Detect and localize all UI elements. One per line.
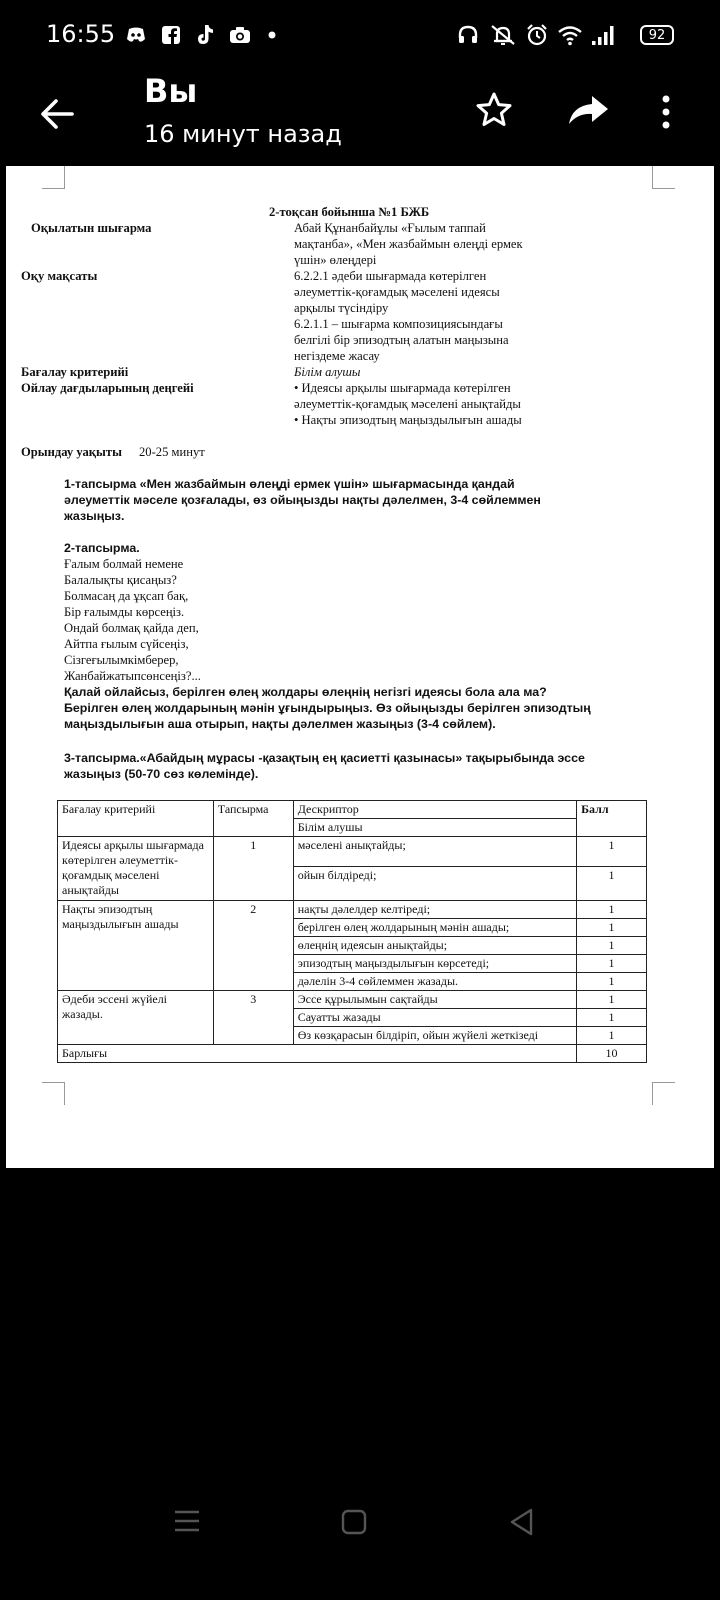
score-cell: 1 <box>577 837 647 867</box>
rubric-table <box>57 800 647 1063</box>
poem-line: Балалықты қисаңыз? <box>64 573 177 587</box>
document-page <box>6 166 714 1168</box>
poem-line: Ғалым болмай немене <box>64 557 184 571</box>
info-value-line: негіздеме жасау <box>294 349 380 363</box>
descriptor-cell: өлеңнің идеясын анықтайды; <box>293 937 576 955</box>
header-task: Тапсырма <box>213 801 293 837</box>
camera-icon <box>228 22 252 48</box>
time-label: Орындау уақыты <box>21 445 122 459</box>
info-value-line: 6.2.1.1 – шығарма композициясындағы <box>294 317 503 331</box>
info-value-line: 6.2.2.1 әдеби шығармада көтерілген <box>294 269 487 283</box>
poem-line: Айтпа ғылым сүйсеңіз, <box>64 637 189 651</box>
info-value-line: белгілі бір эпизодтың алатын маңызына <box>294 333 509 347</box>
info-label: Оқу мақсаты <box>21 269 98 283</box>
score-cell: 1 <box>577 937 647 955</box>
page-corner-mark <box>652 1082 675 1105</box>
task1-line: әлеуметтік мәселе қозғалады, өз ойыңызды нақты дәлелмен, 3-4 сөйлеммен <box>64 493 541 507</box>
descriptor-cell: эпизодтың маңыздылығын көрсетеді; <box>293 955 576 973</box>
score-cell: 1 <box>577 991 647 1009</box>
info-value-line: әлеуметтік-қоғамдық мәселені анықтайды <box>294 397 521 411</box>
table-total-row <box>58 1045 647 1063</box>
task2-question: Қалай ойлайсыз, берілген өлең жолдары өлеңнің негізгі идеясы бола ала ма? <box>64 685 547 699</box>
table-row <box>58 837 647 867</box>
info-value-line: мақтанба», «Мен жазбаймын өлеңді ермек <box>294 237 523 251</box>
header-criteria: Бағалау критерийі <box>58 801 214 837</box>
wifi-icon <box>556 22 584 48</box>
task2-question: маңыздылығын аша отырып, нақты дәлелмен жазыңыз (3-4 сөйлем). <box>64 717 496 731</box>
task3-line: 3-тапсырма.«Абайдың мұрасы -қазақтың ең қасиетті қазынасы» тақырыбында эссе <box>64 751 585 765</box>
descriptor-cell: берілген өлең жолдарының мәнін ашады; <box>293 919 576 937</box>
poem-line: Болмасаң да ұқсап бақ, <box>64 589 189 603</box>
task1-line: жазыңыз. <box>64 509 125 523</box>
star-icon[interactable] <box>474 90 518 134</box>
page-corner-mark <box>42 1082 65 1105</box>
score-cell: 1 <box>577 901 647 919</box>
task1-line: 1-тапсырма «Мен жазбаймын өлеңді ермек үшін» шығармасында қандай <box>64 477 515 491</box>
more-vert-icon[interactable] <box>660 92 680 136</box>
battery-icon: 92 <box>640 25 674 45</box>
page-corner-mark <box>42 166 65 189</box>
score-cell: 1 <box>577 919 647 937</box>
info-value-line: үшін» өлеңдері <box>294 253 377 267</box>
back-arrow-icon[interactable] <box>36 92 80 136</box>
task3-line: жазыңыз (50-70 сөз көлемінде). <box>64 767 259 781</box>
poem-line: Сізгеғылымкімберер, <box>64 653 179 667</box>
info-value-line: әлеуметтік-қоғамдық мәселені идеясы <box>294 285 500 299</box>
info-value-line: арқылы түсіндіру <box>294 301 389 315</box>
total-value: 10 <box>577 1045 647 1063</box>
mute-icon <box>488 22 518 48</box>
tiktok-icon <box>194 22 216 48</box>
task-cell: 1 <box>213 837 293 901</box>
descriptor-cell: дәлелін 3-4 сөйлеммен жазады. <box>293 973 576 991</box>
info-label: Ойлау дағдыларының деңгейі <box>21 381 194 395</box>
task2-title: 2-тапсырма. <box>64 541 140 555</box>
criteria-cell: Идеясы арқылы шығармада көтерілген әлеуметтік-қоғамдық мәселені анықтайды <box>58 837 214 901</box>
poem-line: Жанбайжатыпсөнсеңіз?... <box>64 669 201 683</box>
alarm-icon <box>524 22 550 48</box>
score-cell: 1 <box>577 867 647 901</box>
header-subdescriptor: Білім алушы <box>293 819 576 837</box>
share-icon[interactable] <box>566 90 614 134</box>
task-cell: 2 <box>213 901 293 991</box>
descriptor-cell: нақты дәлелдер келтіреді; <box>293 901 576 919</box>
info-value-line: • Нақты эпизодтың маңыздылығын ашады <box>294 413 522 427</box>
poem-line: Ондай болмақ қайда деп, <box>64 621 199 635</box>
info-value-line: Білім алушы <box>294 365 361 379</box>
score-cell: 1 <box>577 1009 647 1027</box>
facebook-icon <box>160 22 182 48</box>
table-row <box>58 901 647 919</box>
signal-icon <box>590 22 618 48</box>
status-bar <box>0 0 720 70</box>
descriptor-cell: ойын білдіреді; <box>293 867 576 901</box>
header-score: Балл <box>577 801 647 837</box>
navigation-bar <box>0 1440 720 1600</box>
doc-heading: 2-тоқсан бойынша №1 БЖБ <box>269 205 430 219</box>
criteria-cell: Әдеби эссені жүйелі жазады. <box>58 991 214 1045</box>
headset-icon <box>456 22 480 48</box>
dot-icon <box>266 22 278 48</box>
page-corner-mark <box>652 166 675 189</box>
discord-icon <box>124 22 148 48</box>
home-icon[interactable] <box>340 1508 368 1536</box>
score-cell: 1 <box>577 973 647 991</box>
score-cell: 1 <box>577 1027 647 1045</box>
status-time: 16:55 <box>46 20 116 48</box>
info-label: Оқылатын шығарма <box>31 221 152 235</box>
task-cell: 3 <box>213 991 293 1045</box>
sent-time: 16 минут назад <box>144 120 342 148</box>
descriptor-cell: мәселені анықтайды; <box>293 837 576 867</box>
total-label: Барлығы <box>58 1045 577 1063</box>
task2-question: Берілген өлең жолдарының мәнін ұғындырыңыз. Өз ойыңызды берілген эпизодтың <box>64 701 591 715</box>
document-image[interactable] <box>6 166 714 1168</box>
descriptor-cell: Сауатты жазады <box>293 1009 576 1027</box>
descriptor-cell: Өз көзқарасын білдіріп, ойын жүйелі жеткізеді <box>293 1027 576 1045</box>
poem-line: Бір ғалымды көрсеңіз. <box>64 605 185 619</box>
time-value: 20-25 минут <box>139 445 205 459</box>
back-icon[interactable] <box>506 1506 536 1538</box>
app-bar <box>0 70 720 160</box>
score-cell: 1 <box>577 955 647 973</box>
header-descriptor: Дескриптор <box>293 801 576 819</box>
info-value-line: • Идеясы арқылы шығармада көтерілген <box>294 381 511 395</box>
criteria-cell: Нақты эпизодтың маңыздылығын ашады <box>58 901 214 991</box>
recents-icon[interactable] <box>172 1508 202 1534</box>
sender-name: Вы <box>144 72 198 110</box>
info-value-line: Абай Құнанбайұлы «Ғылым таппай <box>294 221 486 235</box>
table-header-row <box>58 801 647 819</box>
info-label: Бағалау критерийі <box>21 365 129 379</box>
descriptor-cell: Эссе құрылымын сақтайды <box>293 991 576 1009</box>
table-row <box>58 991 647 1009</box>
